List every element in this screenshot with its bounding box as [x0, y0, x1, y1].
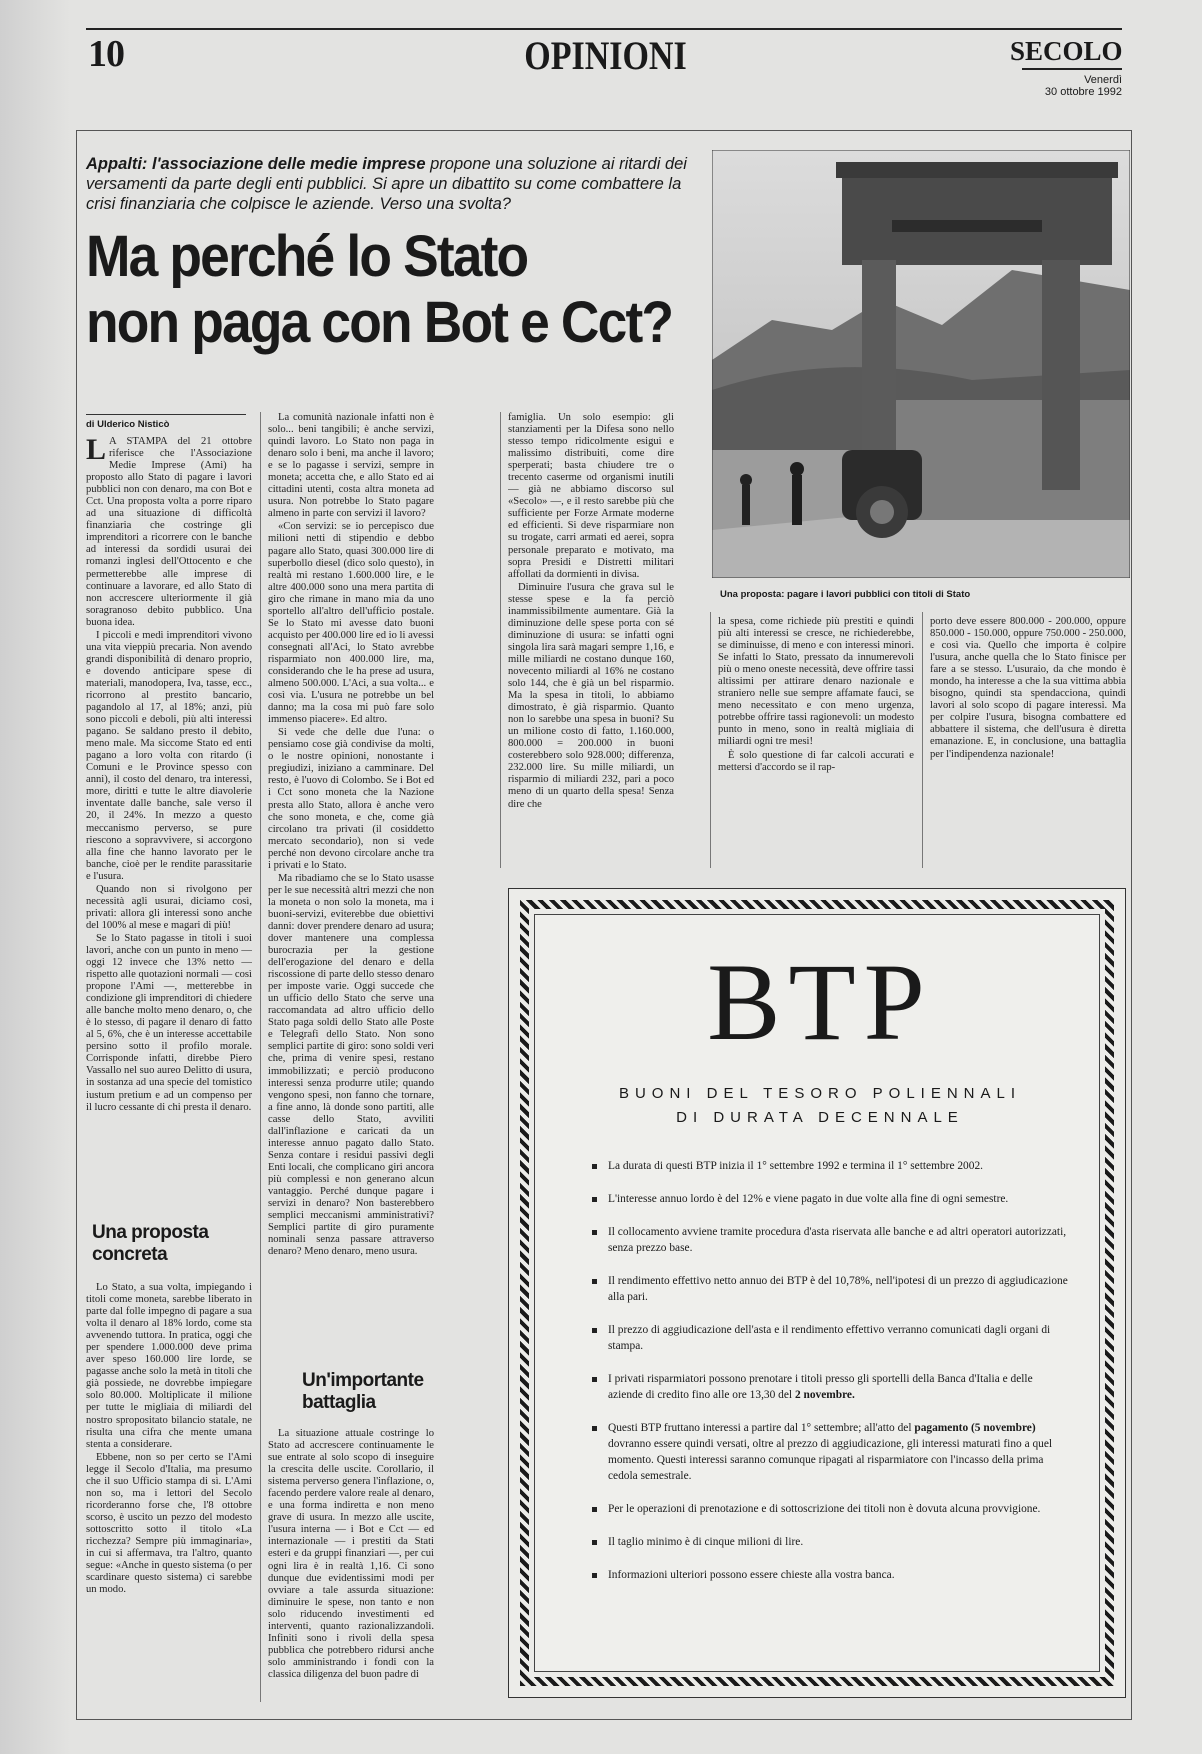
subhead-una-proposta: Una proposta concreta	[92, 1222, 209, 1265]
col1-paragraph-4: Se lo Stato pagasse in titoli i suoi lavori, anche con un punto in meno — oggi 12 invece che 13% netto — rispetto alle quotazioni normali — così propone l'Ami —, metterebbe in condizione gli imprenditori di chiedere alle banche molto meno denaro, o, che è lo stesso, di pagare il denaro di fatto al 5, 6%, che è un interesse accettabile persino sotto il profilo morale. Corrisponde infatti, direbbe Piero Vassallo nel suo aureo Delitto di usura, in sostanza ad una specie del tomistico iustum pretium e ad un compenso per il lucro cessante di chi presta il denaro.	[86, 932, 252, 1113]
article-column-4	[718, 616, 914, 866]
bullet-icon	[592, 1279, 597, 1284]
bullet-icon	[592, 1377, 597, 1382]
article-column-5	[930, 616, 1126, 866]
page-edge-shadow	[0, 0, 70, 1754]
kicker-rest: propone una soluzione ai ritardi dei versamenti da parte degli enti pubblici. Si apre un dibattito su come combattere la crisi finanziaria che colpisce le aziende. Verso una svolta?	[86, 155, 687, 213]
ad-term-item: L'interesse annuo lordo è del 12% e viene pagato in due volte alla fine di ogni semestre.	[586, 1191, 1068, 1207]
subhead-importante-battaglia: Un'importante battaglia	[302, 1370, 424, 1413]
headline-line-2: non paga con Bot e Cct?	[86, 290, 673, 355]
col4-paragraph-2: È solo questione di far calcoli accurati e mettersi d'accordo se il rap-	[718, 749, 914, 773]
ad-subtitle-line-1: BUONI DEL TESORO POLIENNALI	[618, 1085, 1022, 1102]
col4-paragraph-1: la spesa, come richiede più prestiti e quindi più alti interessi se cresce, ne richiederebbe, se diminuisse, di meno e con interessi minori. Se infatti lo Stato, pressato da innumerevoli più o meno oneste necessità, deve offrire tassi altissimi per attirare denaro nazionale e straniero nelle sue sempre affamate fauci, se meno necessitato e con meno urgenza, potrebbe offrire tassi ragionevoli: un modesto punto in meno, sono in realtà migliaia di miliardi ogni tre mesi!	[718, 616, 914, 748]
column-rule-4	[922, 612, 923, 868]
ad-term-item: Per le operazioni di prenotazione e di sottoscrizione dei titoli non è dovuta alcuna provvigione.	[586, 1501, 1068, 1517]
page-number: 10	[88, 33, 124, 75]
article-byline: di Ulderico Nisticò	[86, 414, 246, 430]
issue-date: 30 ottobre 1992	[1044, 86, 1122, 98]
col1-paragraph-5: Lo Stato, a sua volta, impiegando i titoli come moneta, sarebbe liberato in parte dal folle impegno di pagare a sua volta il denaro al 18% lordo, come sta avvenendo tuttora. In pratica, oggi che per spendere 1.000.000 deve prima aver speso 160.000 lire lorde, se pagasse anche solo la metà in titoli che già possiede, ne dovrebbe impiegare solo 80.000. Moltiplicate il milione per tutte le migliaia di miliardi del nostro spropositato bilancio statale, ne risulta una cifra che mente umana stenta a considerare.	[86, 1282, 252, 1450]
ad-term-item: I privati risparmiatori possono prenotare i titoli presso gli sportelli della Banca d'Italia e delle aziende di credito fino alle ore 13,30 del 2 novembre.	[586, 1371, 1068, 1403]
col1-paragraph-6: Ebbene, non so per certo se l'Ami legge il Secolo d'Italia, ma presumo che il suo Ufficio stampa di sì. L'Ami non so, ma i lettori del Secolo ricorderanno forse che, l'8 ottobre scorso, è uscito un pezzo del modesto sottoscritto sotto il titolo «La ricchezza? Sempre più immaginaria», in cui si affermava, tra l'altro, quanto segue: «Anche in questo sistema (o per scardinare questo sistema) ci sarebbe un modo.	[86, 1451, 252, 1596]
col1-paragraph-3: Quando non si rivolgono per necessità agli usurai, diciamo così, privati: allora gli interessi sono anche del 100% al mese e magari di più!	[86, 883, 252, 931]
ad-subtitle-line-2: DI DURATA DECENNALE	[676, 1109, 964, 1126]
bullet-icon	[592, 1507, 597, 1512]
bullet-icon	[592, 1540, 597, 1545]
col5-paragraph-1: porto deve essere 800.000 - 200.000, oppure 850.000 - 150.000, oppure 750.000 - 250.000, e così via. Quello che importa è colpire l'usura, anche quella che lo Stato finisce per fare a se stesso. L'usuraio, da che mondo è mondo, ha interesse a che la sua vittima abbia bisogno, quindi sta spendacciona, quindi lavori al solo scopo di pagare interessi. Ma per colpire l'usura, bisogna combattere ed abbattere il sistema, che dell'usura è diretta emanazione. E, in conclusione, una battaglia per l'indipendenza nazionale!	[930, 616, 1126, 760]
article-column-2-continued	[268, 1428, 434, 1696]
ad-term-item: Il collocamento avviene tramite procedura d'asta riservata alle banche e ad altri operatori autorizzati, senza prezzo base.	[586, 1224, 1068, 1256]
ad-title: BTP	[707, 941, 933, 1063]
masthead-rule	[86, 28, 1122, 30]
bullet-icon	[592, 1328, 597, 1333]
col1-paragraph-1: A STAMPA del 21 ottobre riferisce che l'Associazione Medie Imprese (Ami) ha proposto allo Stato di pagare i lavori pubblici non con denaro, ma con Bot e Cct. Una proposta volta a porre riparo ad una situazione di difficoltà finanziaria che costringe gli imprenditori a ricorrere con le banche ad interessi da sordidi usurai dei romanzi inglesi dell'Ottocento e che permetterebbe alle imprese di continuare a lavorare, ed allo Stato di non accrescere ulteriormente il già soragranoso debito pubblico. Una buona idea.	[86, 436, 252, 628]
col2-paragraph-1: La comunità nazionale infatti non è solo... beni tangibili; è anche servizi, quindi lavoro. Lo Stato non paga in denaro solo i beni, ma anche il lavoro; e se lo pagasse i servizi, sempre in moneta; accetta che, e allo Stato ed ai cittadini utenti, costa altra moneta ad usura. Non potrebbe lo Stato pagare almeno in parte con servizi il lavoro?	[268, 412, 434, 520]
col2-paragraph-4: Ma ribadiamo che se lo Stato usasse per le sue necessità altri mezzi che non la moneta o non solo la moneta, ma i buoni-servizi, eviterebbe due obiettivi danni: dover prendere denaro ad usura; dover mantenere una complessa burocrazia per la gestione dell'erogazione del denaro e della riscossione di parte dello stesso denaro per imposte varie. Oggi succede che un ufficio dello Stato che serve una raccomandata ad altro ufficio dello Stato paga soldi dello Stato alle Poste e Telegrafi dello Stato. Non sono semplici partite di giro: sono soldi veri che, prima di venire spesi, restano immobilizzati; e perciò producono interessi senza produrre utile; quando vengono spesi, non fanno che tornare, a fine anno, là donde sono partiti, alle casse dello Stato, avviliti dall'inflazione e caricati da un interesse annuo pagato dallo Stato. Senza contare i residui passivi degli Enti locali, che complicano giri ancora più complessi e non generano alcun vantaggio. Perché dunque pagare i servizi in denaro? Non basterebbero semplici meccanismi amministrativi? Semplici partite di giro puramente nominali senza passare attraverso denaro? Meno denaro, meno usura.	[268, 872, 434, 1258]
column-rule-3	[710, 612, 711, 868]
photo-illustration	[712, 150, 1130, 578]
bullet-icon	[592, 1164, 597, 1169]
article-column-1-continued	[86, 1282, 252, 1692]
paper-name: SECOLO	[1010, 36, 1123, 66]
article-kicker	[86, 154, 696, 214]
ad-term-item: Questi BTP fruttano interessi a partire dal 1° settembre; all'atto del pagamento (5 novembre) dovranno essere quindi versati, oltre al prezzo di aggiudicazione, gli interessi maturati fino a quel momento. Questi interessi saranno comunque ripagati al risparmiatore con l'incasso della prima cedola semestrale.	[586, 1420, 1068, 1484]
bullet-icon	[592, 1426, 597, 1431]
drop-cap: L	[86, 436, 107, 466]
col3-paragraph-1: famiglia. Un solo esempio: gli stanziamenti per la Difesa sono nello stesso tempo ridicolmente esigui e malissimo distribuiti, come dire sperperati; basta chiudere tre o trecento caserme od organismi inutili — già ne abbiamo discorso sul «Secolo» —, e il resto sarebbe più che sufficiente per Forze Armate moderne ed efficienti. Si deve risparmiare non su trogate, carri armati ed aerei, sopra personale preparato e motivato, ma sopra Presidi e Distretti militari affollati da dormienti in divisa.	[508, 412, 674, 580]
article-column-3	[508, 412, 674, 862]
article-headline	[86, 224, 673, 356]
issue-day: Venerdì	[1084, 74, 1122, 86]
ad-term-item: La durata di questi BTP inizia il 1° settembre 1992 e termina il 1° settembre 2002.	[586, 1158, 1068, 1174]
col1-paragraph-2: I piccoli e medi imprenditori vivono una vita vieppiù precaria. Non avendo grandi disponibilità di denaro proprio, e dovendo anticipare spese di materiali, manodopera, Iva, tasse, ecc., ricorrono al prestito bancario, pagandolo al 17, al 18%; anzi, più sono piccoli e deboli, più alti interessi pagano. Se saldano presto il debito, meno male. Ma siccome Stato ed enti pagano a loro volta con ritardo (i Comuni e le Province spesso con anni), il costo del denaro, tra interessi, more, diritti e tutte le altre diavolerie inventate dalle banche, sale verso il 20, il 24%. In mezzo a questo meccanismo perverso, se pure riescono a sopravvivere, si accorgono alla fine che hanno lavorato per le banche, cioè per le rendite parassitarie e l'usura.	[86, 629, 252, 882]
article-column-1	[86, 436, 252, 1196]
ad-term-item: Il prezzo di aggiudicazione dell'asta e il rendimento effettivo verranno comunicati dagli organi di stampa.	[586, 1322, 1068, 1354]
headline-line-1: Ma perché lo Stato	[86, 224, 528, 289]
bullet-icon	[592, 1573, 597, 1578]
article-photo	[712, 150, 1130, 578]
section-title: OPINIONI	[524, 33, 687, 78]
column-rule-1	[260, 412, 261, 1702]
article-column-2	[268, 412, 434, 1342]
col2-paragraph-2: «Con servizi: se io percepisco due milioni netti di stipendio e debbo pagare allo Stato, quasi 300.000 lire di superbollo diesel (dico solo questo), in realtà mi restano 1.600.000 lire, e le altre 400.000 sono una mera partita di giro che rimane in mano mia da uno sportello all'altro dell'ufficio postale. Se lo Stato mi avesse dato buoni acquisto per 400.000 lire ed io li avessi consegnati all'Aci, lo Stato avrebbe risparmiato non 400.000 lire, ma, considerando che le ha prese ad usura, almeno 500.000. L'Aci, a sua volta... e così via. L'usura ne potrebbe un bel danno; ma la cosa mi può fare solo immenso piacere». Ed altro.	[268, 521, 434, 726]
bullet-icon	[592, 1230, 597, 1235]
col2-paragraph-5: La situazione attuale costringe lo Stato ad accrescere continuamente le sue entrate al solo scopo di inseguire la crescita delle uscite. Corollario, il sistema perverso genera l'inflazione, o, facendo perdere valore reale al denaro, e una forma indiretta e non meno grave di usura. In mezzo alle uscite, l'usura interna — i Bot e Cct — ed internazionale — i prestiti da Stati esteri e da gruppi finanziari —, per cui ogni lira è in realtà 1,16. Ci sono dunque due evidentissimi modi per ovviare a tale assurda situazione: diminuire le spese, non tanto e non solo riducendo investimenti ed interventi, quanto razionalizzandoli. Infiniti sono i rivoli della spesa pubblica che potrebbero ridursi anche solo amministrando i fondi con la classica diligenza del buon padre di	[268, 1428, 434, 1680]
ad-term-item: Il taglio minimo è di cinque milioni di lire.	[586, 1534, 1068, 1550]
paper-name-rule	[1022, 68, 1122, 70]
kicker-lead: Appalti: l'associazione delle medie imprese	[86, 155, 426, 173]
ad-term-item: Informazioni ulteriori possono essere chieste alla vostra banca.	[586, 1567, 1068, 1583]
photo-caption: Una proposta: pagare i lavori pubblici con titoli di Stato	[720, 589, 971, 600]
bullet-icon	[592, 1197, 597, 1202]
ad-terms-list	[586, 1158, 1068, 1600]
ad-term-item: Il rendimento effettivo netto annuo dei BTP è del 10,78%, nell'ipotesi di un prezzo di aggiudicazione alla pari.	[586, 1273, 1068, 1305]
col2-paragraph-3: Si vede che delle due l'una: o pensiamo cose già condivise da molti, o le nostre opinioni, nonostante i pregiudizi, iniziano a camminare. Del resto, è l'uovo di Colombo. Se i Bot ed i Cct sono moneta che la Nazione presta allo Stato, allora è anche vero che sono moneta, e che, come già circolano tra privati (il cosiddetto mercato secondario), non si vede perché non devono circolare anche tra i privati e lo Stato.	[268, 727, 434, 871]
col3-paragraph-2: Diminuire l'usura che grava sul le stesse spese e la fa perciò inammissibilmente aumentare. Già la diminuzione delle spese porta con sé diminuzione di usura: se infatti ogni singola lira sarà magari sempre 1,16, e mille miliardi ne costano dunque 160, novecento miliardi al 16% ne costano solo 144, che è già un bel risparmio. Ma la spesa in titoli, lo abbiamo dimostrato, è già risparmio. Quanto non lo sarebbe una spesa in buoni? Su un milione costo di fatto, 1.160.000, 800.000 = 200.000 in buoni costerebbero solo 928.000; differenza, 232.000 lire. Su mille miliardi, un risparmio di miliardi 232, pari a poco meno di un quarto della spesa! Senza dire che	[508, 581, 674, 810]
column-rule-2	[500, 412, 501, 868]
